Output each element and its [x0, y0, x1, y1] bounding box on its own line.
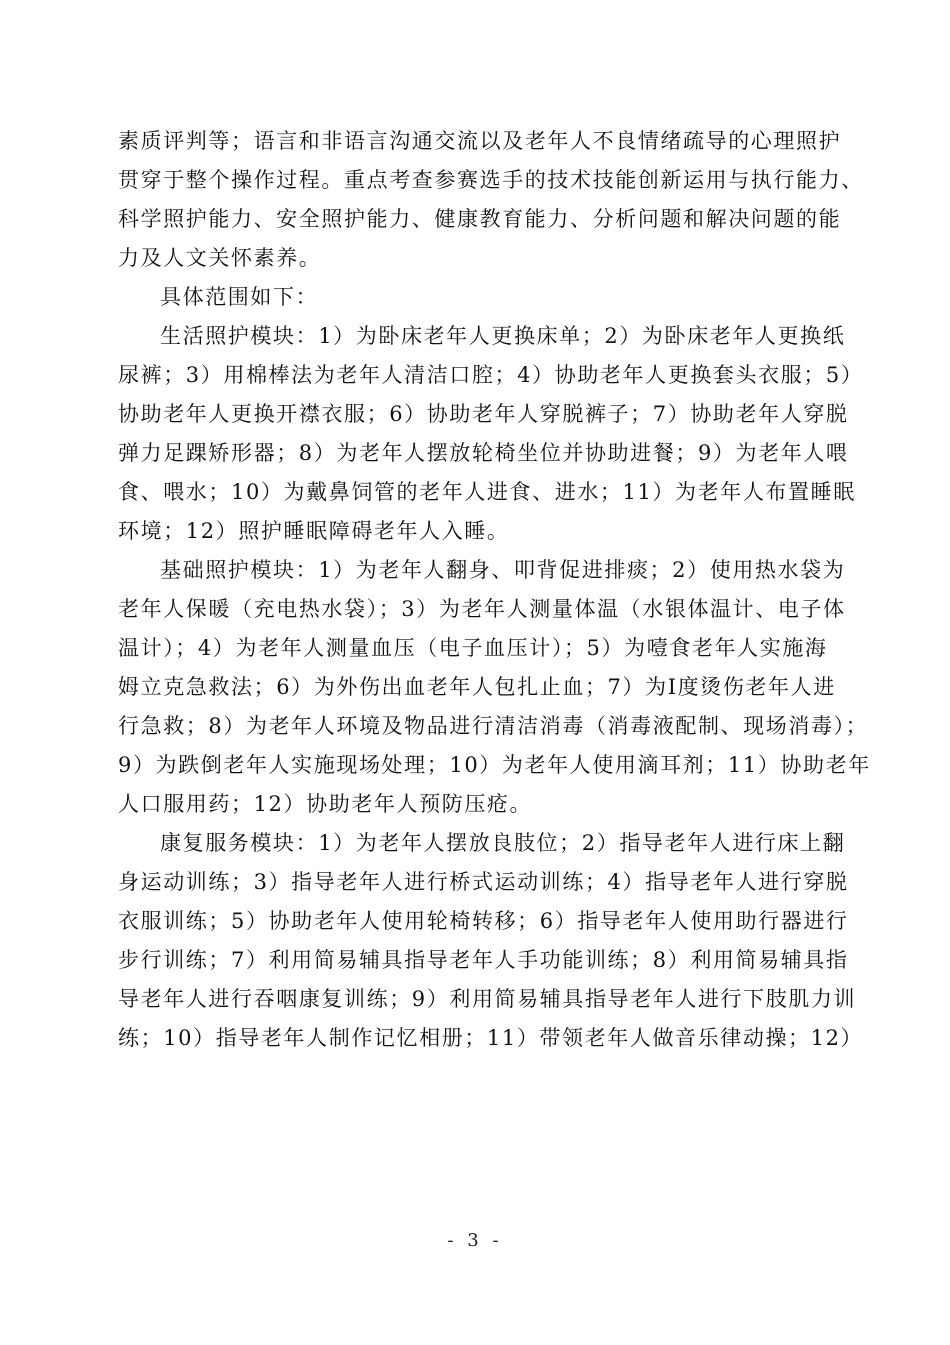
- text-line: 行急救；8）为老年人环境及物品进行清洁消毒（消毒液配制、现场消毒）；: [118, 714, 869, 738]
- page-number: - 3 -: [447, 1230, 503, 1251]
- text-line: 康复服务模块：1）为老年人摆放良肢位；2）指导老年人进行床上翻: [160, 831, 846, 855]
- text-line: 老年人保暖（充电热水袋）；3）为老年人测量体温（水银体温计、电子体: [118, 597, 846, 621]
- text-line: 姆立克急救法；6）为外伤出血老年人包扎止血；7）为Ⅰ度烫伤老年人进: [118, 675, 836, 699]
- text-line: 贯穿于整个操作过程。重点考查参赛选手的技术技能创新运用与执行能力、: [118, 168, 864, 192]
- text-line: 人口服用药；12）协助老年人预防压疮。: [118, 792, 533, 816]
- text-line: 科学照护能力、安全照护能力、健康教育能力、分析问题和解决问题的能: [118, 207, 842, 231]
- text-line: 协助老年人更换开襟衣服；6）协助老年人穿脱裤子；7）协助老年人穿脱: [118, 402, 849, 426]
- text-line: 弹力足踝矫形器；8）为老年人摆放轮椅坐位并协助进餐；9）为老年人喂: [118, 441, 849, 465]
- text-line: 身运动训练；3）指导老年人进行桥式运动训练；4）指导老年人进行穿脱: [118, 870, 849, 894]
- text-line: 9）为跌倒老年人实施现场处理；10）为老年人使用滴耳剂；11）协助老年: [118, 753, 871, 777]
- text-line: 素质评判等；语言和非语言沟通交流以及老年人不良情绪疏导的心理照护: [118, 129, 842, 153]
- text-line: 环境；12）照护睡眠障碍老年人入睡。: [118, 519, 510, 543]
- text-line: 具体范围如下：: [160, 285, 319, 309]
- text-line: 力及人文关怀素养。: [118, 246, 322, 270]
- text-line: 基础照护模块：1）为老年人翻身、叩背促进排痰；2）使用热水袋为: [160, 558, 846, 582]
- text-line: 食、喂水；10）为戴鼻饲管的老年人进食、进水；11）为老年人布置睡眠: [118, 480, 856, 504]
- document-body: [118, 122, 871, 1058]
- text-line: 生活照护模块：1）为卧床老年人更换床单；2）为卧床老年人更换纸: [160, 324, 846, 348]
- text-line: 导老年人进行吞咽康复训练；9）利用简易辅具指导老年人进行下肢肌力训: [118, 987, 857, 1011]
- text-line: 步行训练；7）利用简易辅具指导老年人手功能训练；8）利用简易辅具指: [118, 948, 849, 972]
- text-line: 温计）；4）为老年人测量血压（电子血压计）；5）为噎食老年人实施海: [118, 636, 828, 660]
- text-line: 尿裤；3）用棉棒法为老年人清洁口腔；4）协助老年人更换套头衣服；5）: [118, 363, 864, 387]
- text-line: 练；10）指导老年人制作记忆相册；11）带领老年人做音乐律动操；12）: [118, 1026, 864, 1050]
- text-line: 衣服训练；5）协助老年人使用轮椅转移；6）指导老年人使用助行器进行: [118, 909, 849, 933]
